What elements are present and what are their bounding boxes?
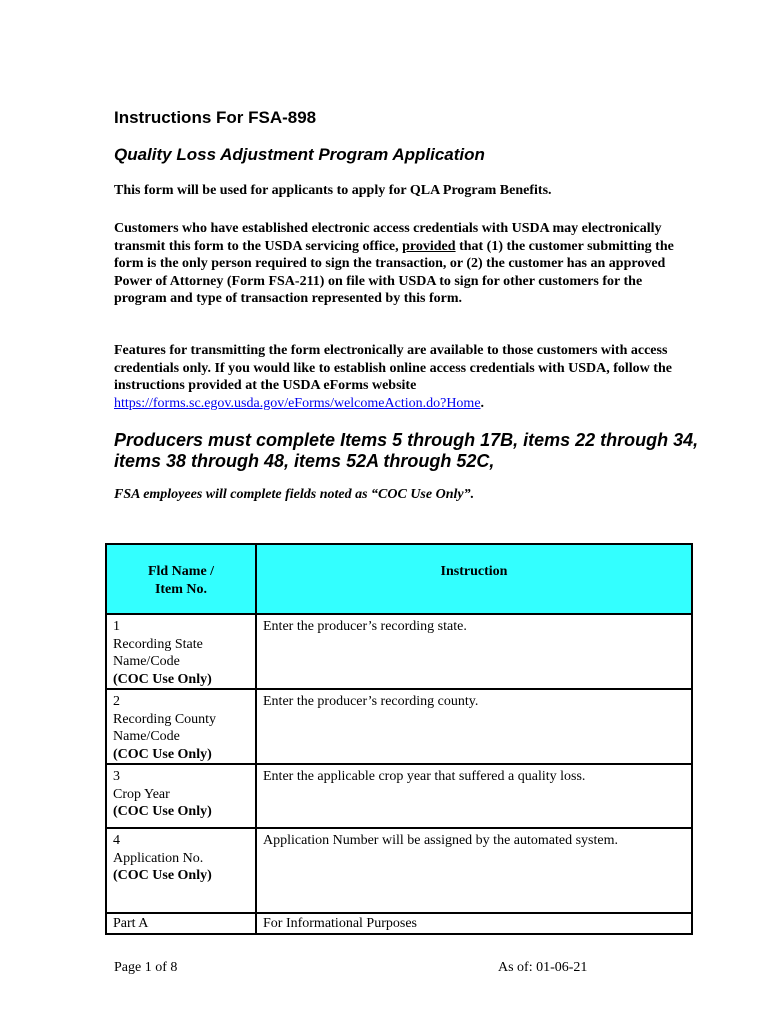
item-number: 4 (113, 833, 120, 848)
producers-note: Producers must complete Items 5 through 17B, items 22 through 34, items 38 through 48, items 52A through 52C, (114, 430, 699, 471)
coc-use-only-label: (COC Use Only) (113, 804, 212, 819)
revision-date: As of: 01-06-21 (498, 960, 588, 975)
instruction-cell: For Informational Purposes (256, 913, 692, 934)
item-name: Recording State (113, 636, 203, 652)
instruction-cell: Enter the applicable crop year that suffered a quality loss. (256, 764, 692, 828)
page-number: Page 1 of 8 (114, 960, 178, 975)
item-number: 2 (113, 694, 120, 709)
item-name: Crop Year (113, 786, 170, 802)
header-col1-line1: Fld Name / (147, 564, 215, 579)
item-number: 3 (113, 769, 120, 784)
field-cell (106, 828, 256, 913)
instruction-table (105, 543, 693, 935)
para1-text-start: Customers who have established electronic access credentials with USDA may electronically transmit this form to the USDA servicing office, (114, 221, 662, 254)
field-cell (106, 764, 256, 828)
credentials-paragraph (114, 342, 684, 412)
header-col1-line2: Item No. (154, 582, 208, 597)
instruction-cell: Enter the producer’s recording state. (256, 614, 692, 689)
electronic-transmission-paragraph (114, 220, 684, 308)
document-title: Instructions For FSA-898 (114, 108, 317, 127)
intro-text: This form will be used for applicants to apply for QLA Program Benefits. (114, 183, 552, 198)
para2-text: Features for transmitting the form electronically are available to those customers with access credentials only. If you would like to establish online access credentials with USDA, follow the instructions provided at the USDA eForms website (114, 343, 672, 394)
table-row (106, 913, 692, 934)
item-number: 1 (113, 619, 120, 634)
item-number: Part A (113, 916, 149, 931)
table-row (106, 828, 692, 913)
header-field-name (106, 544, 256, 614)
item-name: Application No. (113, 850, 204, 866)
para2-period: . (480, 395, 485, 411)
document-subtitle: Quality Loss Adjustment Program Application (114, 145, 485, 164)
eforms-website-link[interactable]: https://forms.sc.egov.usda.gov/eForms/welcomeAction.do?Home (114, 395, 481, 411)
field-cell (106, 614, 256, 689)
table-header-row (106, 544, 692, 614)
coc-use-only-label: (COC Use Only) (113, 746, 212, 762)
field-cell (106, 689, 256, 764)
para1-text-end: that (1) the customer submitting the form is the only person required to sign the transaction, or (2) the customer has an approved Power of Attorney (Form FSA-211) on file with USDA to sign for other customers for the program and type of transaction represented by this form. (114, 238, 674, 307)
table-row (106, 614, 692, 689)
instruction-cell: Application Number will be assigned by the automated system. (256, 828, 692, 913)
coc-use-only-label: (COC Use Only) (113, 671, 212, 687)
instruction-cell: Enter the producer’s recording county. (256, 689, 692, 764)
header-instruction: Instruction (256, 544, 692, 614)
item-name: Recording County (113, 711, 217, 727)
field-cell (106, 913, 256, 934)
item-name: Name/Code (113, 729, 180, 744)
provided-underlined-word: provided (402, 238, 456, 254)
item-name: Name/Code (113, 654, 180, 669)
coc-use-only-label: (COC Use Only) (113, 868, 212, 883)
table-row (106, 689, 692, 764)
table-row (106, 764, 692, 828)
fsa-employees-note: FSA employees will complete fields noted as “COC Use Only”. (114, 487, 475, 502)
